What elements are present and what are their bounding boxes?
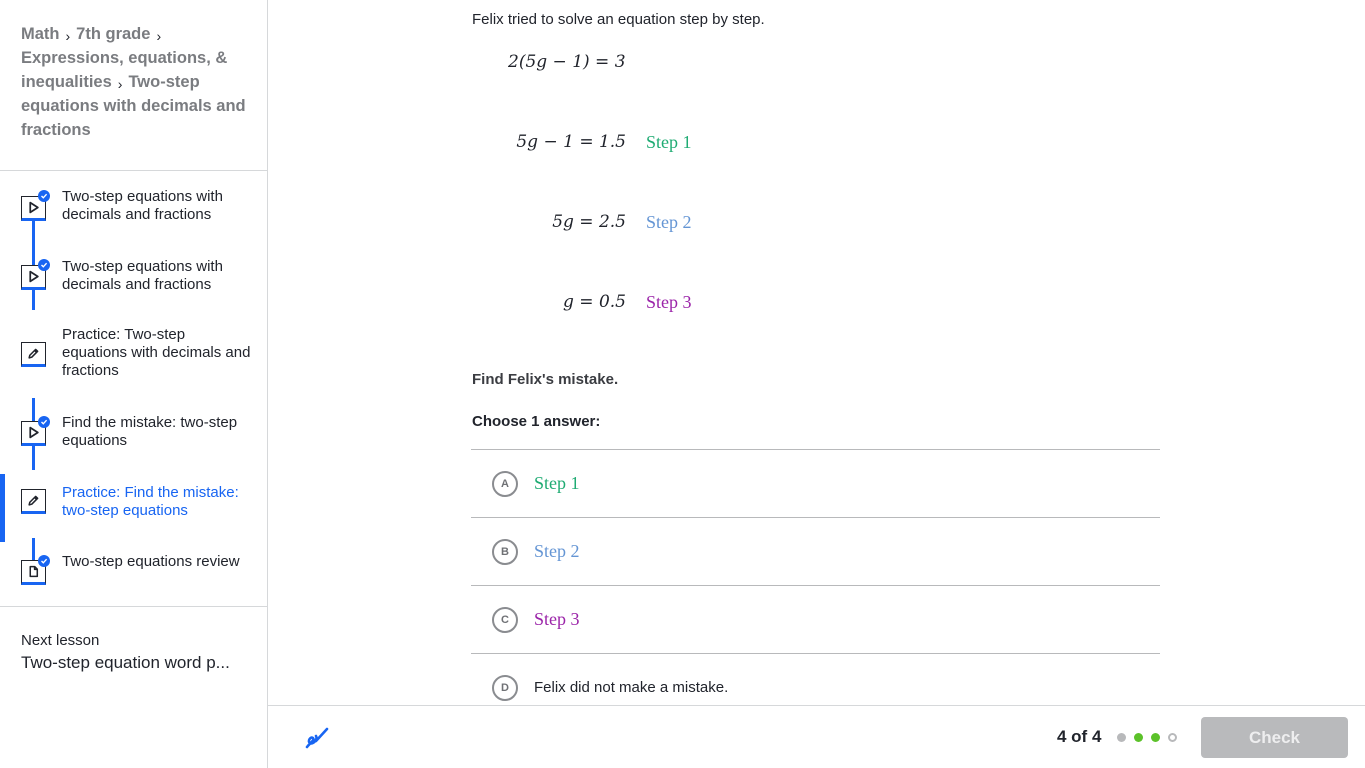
answer-choice-c[interactable] (471, 585, 1160, 653)
lesson-label: Two-step equations with decimals and fractions (62, 188, 223, 223)
answer-choices (471, 449, 1160, 705)
step-1-equation: 5g − 1 = 1.5 (516, 132, 626, 152)
sidebar-divider (0, 170, 268, 171)
step-3-equation: g = 0.5 (563, 292, 626, 312)
completed-check-icon (38, 190, 50, 202)
choice-letter: A (492, 471, 518, 497)
progress-rail (32, 218, 35, 266)
lesson-label: Two-step equations with decimals and fractions (62, 258, 223, 293)
progress-dot-correct (1151, 733, 1160, 742)
lesson-label: Practice: Two-step equations with decimals and fractions (62, 326, 251, 379)
lesson-label: Practice: Find the mistake: two-step equations (62, 484, 239, 519)
exercise-footer (268, 705, 1365, 768)
question-prompt: Find Felix's mistake. (472, 371, 619, 388)
next-lesson-title: Next lesson (21, 632, 100, 649)
sidebar (0, 0, 268, 768)
breadcrumb-lesson[interactable]: Two-step equations with decimals and fractions (21, 73, 246, 139)
breadcrumb-7th-grade[interactable]: 7th grade (76, 25, 151, 43)
exercise-content (268, 0, 1365, 705)
step-2-equation: 5g = 2.5 (552, 212, 626, 232)
step-2-row (468, 212, 626, 236)
answer-choice-b[interactable] (471, 517, 1160, 585)
choice-text: Step 2 (534, 541, 580, 561)
completed-check-icon (38, 555, 50, 567)
completed-check-icon (38, 416, 50, 428)
completed-check-icon (38, 259, 50, 271)
progress-dot-correct (1134, 733, 1143, 742)
choice-text: Step 1 (534, 473, 580, 493)
breadcrumb-unit[interactable]: Expressions, equations, & inequalities (21, 49, 228, 91)
answer-choice-d[interactable] (471, 653, 1160, 705)
choice-letter: D (492, 675, 518, 701)
scratchpad-icon[interactable] (302, 723, 332, 753)
original-equation: 2(5g − 1) = 3 (508, 52, 626, 72)
check-button[interactable]: Check (1201, 717, 1348, 758)
lesson-label: Two-step equations review (62, 553, 240, 570)
pencil-icon (21, 489, 46, 514)
choice-text: Felix did not make a mistake. (534, 679, 729, 696)
step-2-label: Step 2 (646, 212, 692, 232)
progress-dot-unanswered (1117, 733, 1126, 742)
question-progress: 4 of 4 (1057, 727, 1102, 746)
breadcrumb (21, 22, 246, 142)
choose-label: Choose 1 answer: (472, 413, 601, 430)
step-3-row (468, 292, 626, 316)
lesson-list (0, 172, 268, 606)
breadcrumb-separator: › (117, 76, 123, 92)
progress-rail (32, 288, 35, 310)
choice-letter: B (492, 539, 518, 565)
step-1-label: Step 1 (646, 132, 692, 152)
step-3-label: Step 3 (646, 292, 692, 312)
breadcrumb-separator: › (156, 28, 162, 44)
progress-rail (32, 538, 35, 560)
lesson-label: Find the mistake: two-step equations (62, 414, 238, 449)
choice-letter: C (492, 607, 518, 633)
next-lesson-name[interactable]: Two-step equation word p... (21, 653, 230, 672)
progress-dots (1117, 733, 1177, 742)
next-lesson[interactable] (21, 632, 251, 674)
question-intro: Felix tried to solve an equation step by step. (472, 11, 765, 28)
pencil-icon (21, 342, 46, 367)
sidebar-divider (0, 606, 268, 607)
answer-choice-a[interactable] (471, 449, 1160, 517)
step-1-row (468, 132, 626, 156)
breadcrumb-separator: › (65, 28, 71, 44)
breadcrumb-math[interactable]: Math (21, 25, 60, 43)
progress-dot-current (1168, 733, 1177, 742)
choice-text: Step 3 (534, 609, 580, 629)
